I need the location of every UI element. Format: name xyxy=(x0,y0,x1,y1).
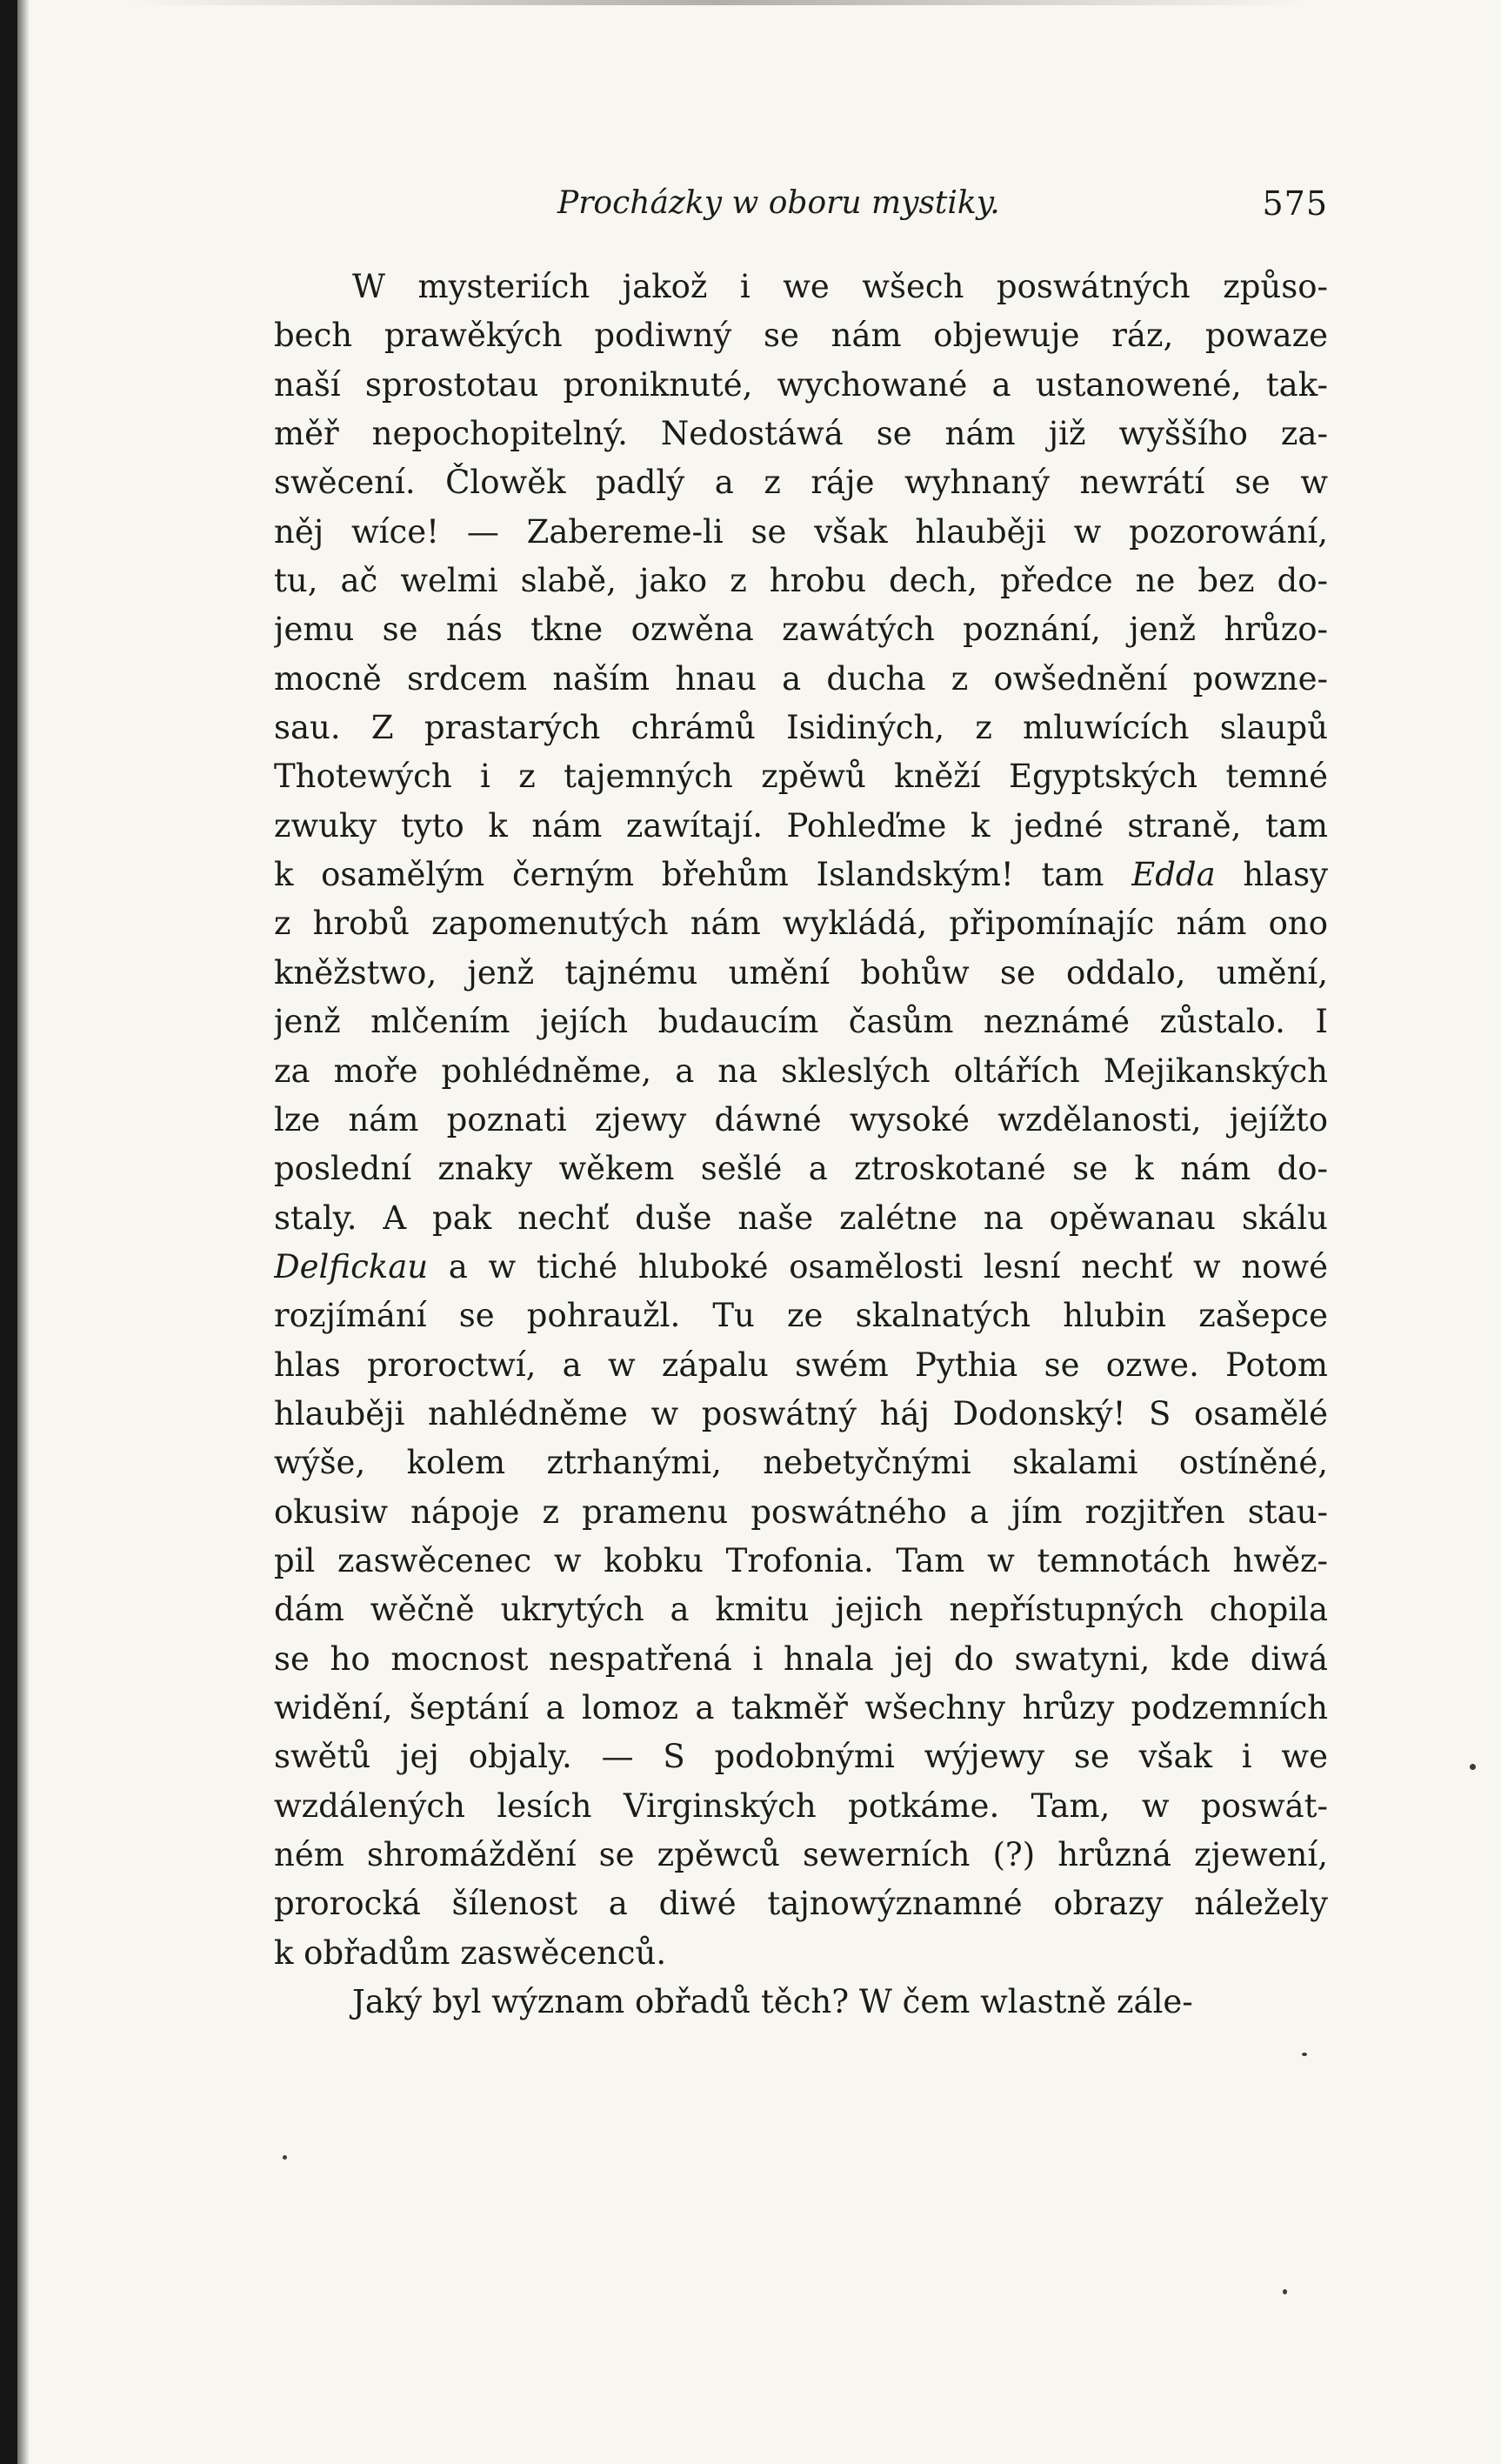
text-run: wýše, kolem ztrhanými, nebetyčnými skalami ostíněné, xyxy=(274,1444,1328,1482)
text-run: k obřadům zaswěcenců. xyxy=(274,1933,667,1972)
text-line xyxy=(274,1586,1328,1634)
text-line xyxy=(274,899,1328,948)
text-line xyxy=(274,1488,1328,1537)
text-line xyxy=(274,1880,1328,1928)
text-run: něj wíce! — Zabereme-li se však hlauběji w pozorowání, xyxy=(274,512,1328,551)
scan-speck xyxy=(1302,2053,1307,2056)
text-run: zwuky tyto k nám zawítají. Pohleďme k jedné straně, tam xyxy=(274,806,1328,845)
text-line xyxy=(274,311,1328,360)
text-run: W mysteriích jakož i we wšech poswátných způso- xyxy=(352,268,1328,305)
text-run: mocně srdcem naším hnau a ducha z owšednění powzne- xyxy=(274,659,1328,698)
text-run: staly. A pak nechť duše naše zalétne na opěwanau skálu xyxy=(274,1199,1328,1237)
text-line xyxy=(274,1341,1328,1390)
text-line xyxy=(274,655,1328,704)
text-run: měř nepochopitelný. Nedostáwá se nám již wyššího za- xyxy=(274,415,1328,453)
text-line xyxy=(274,1635,1328,1684)
text-line xyxy=(274,1390,1328,1439)
text-line xyxy=(274,1684,1328,1733)
text-run: bech prawěkých podiwný se nám objewuje ráz, powaze xyxy=(274,317,1328,355)
text-run: se ho mocnost nespatřená i hnala jej do swatyni, kde diwá xyxy=(274,1639,1328,1678)
text-line xyxy=(274,1243,1328,1292)
text-line xyxy=(274,1782,1328,1831)
italic-term: Edda xyxy=(1131,856,1216,894)
text-run: dám wěčně ukrytých a kmitu jejich nepřístupných chopila xyxy=(274,1591,1328,1629)
page-number: 575 xyxy=(1262,184,1328,223)
text-line xyxy=(274,752,1328,801)
text-line xyxy=(274,557,1328,605)
text-line xyxy=(274,1929,1328,1978)
text-run: naší sprostotau proniknuté, wychowané a ustanowené, tak- xyxy=(274,365,1328,404)
binding-shadow xyxy=(17,0,30,2464)
text-line xyxy=(274,1537,1328,1586)
text-run: swěcení. Člowěk padlý a z ráje wyhnaný newrátí se w xyxy=(274,464,1328,502)
text-line xyxy=(274,949,1328,998)
text-line xyxy=(274,263,1328,311)
text-run: sau. Z prastarých chrámů Isidiných, z mluwících slaupů xyxy=(274,709,1328,747)
text-line xyxy=(274,361,1328,410)
binding-edge xyxy=(0,0,17,2464)
text-run: hlauběji nahlédněme w poswátný háj Dodonský! S osamělé xyxy=(274,1394,1328,1432)
text-run: wzdálených lesích Virginských potkáme. Tam, w poswát- xyxy=(274,1786,1328,1825)
text-line xyxy=(274,1145,1328,1193)
text-run: hlasy xyxy=(1215,856,1328,894)
text-run: k osamělým černým břehům Islandským! tam xyxy=(274,856,1132,894)
text-line xyxy=(274,1194,1328,1243)
text-run: swětů jej objaly. — S podobnými wýjewy se však i we xyxy=(274,1738,1328,1776)
text-run: poslední znaky wěkem sešlé a ztroskotané se k nám do- xyxy=(274,1150,1328,1188)
text-run: jemu se nás tkne ozwěna zawátých poznání, jenž hrůzo- xyxy=(274,611,1328,649)
italic-term: Delfickau xyxy=(274,1247,429,1285)
text-line xyxy=(274,1292,1328,1340)
text-run: Thotewých i z tajemných zpěwů kněží Egyptských temné xyxy=(274,758,1328,796)
text-line xyxy=(274,410,1328,458)
text-run: ném shromáždění se zpěwců sewerních (?) hrůzná zjewení, xyxy=(274,1836,1328,1873)
scan-smudge xyxy=(130,0,1304,5)
text-run: widění, šeptání a lomoz a takměř wšechny hrůzy podzemních xyxy=(274,1688,1328,1726)
running-head xyxy=(274,179,1328,231)
text-line xyxy=(274,851,1328,899)
text-line xyxy=(274,508,1328,557)
scan-speck xyxy=(283,2155,287,2160)
text-line xyxy=(274,1439,1328,1487)
text-run: tu, ač welmi slabě, jako z hrobu dech, předce ne bez do- xyxy=(274,562,1328,600)
text-run: pil zaswěcenec w kobku Trofonia. Tam w temnotách hwěz- xyxy=(274,1541,1328,1579)
text-run: lze nám poznati zjewy dáwné wysoké wzdělanosti, jejížto xyxy=(274,1100,1328,1139)
text-run: a w tiché hluboké osamělosti lesní nechť w nowé xyxy=(428,1247,1328,1285)
text-run: z hrobů zapomenutých nám wykládá, připomínajíc nám ono xyxy=(274,905,1328,943)
text-line xyxy=(274,704,1328,752)
text-line xyxy=(274,802,1328,851)
text-line xyxy=(274,1978,1328,2027)
body-text xyxy=(274,263,1328,2027)
text-line xyxy=(274,1047,1328,1096)
text-run: rozjímání se pohraužl. Tu ze skalnatých hlubin zašepce xyxy=(274,1297,1328,1335)
text-run: hlas proroctwí, a w zápalu swém Pythia se ozwe. Potom xyxy=(274,1346,1328,1384)
text-run: za moře pohlédněme, a na skleslých oltářích Mejikanských xyxy=(274,1052,1328,1090)
text-line xyxy=(274,1096,1328,1145)
text-run: kněžstwo, jenž tajnému umění bohůw se oddalo, umění, xyxy=(274,953,1328,992)
text-run: prorocká šílenost a diwé tajnowýznamné obrazy náležely xyxy=(274,1885,1328,1923)
text-run: okusiw nápoje z pramenu poswátného a jím rozjitřen stau- xyxy=(274,1492,1328,1531)
text-line xyxy=(274,1733,1328,1781)
text-line xyxy=(274,998,1328,1046)
text-run: Jaký byl wýznam obřadů těch? W čem wlastně zále- xyxy=(352,1983,1193,2021)
running-title: Procházky w oboru mystiky. xyxy=(557,185,1000,221)
scan-speck xyxy=(1470,1764,1476,1770)
scan-speck xyxy=(1283,2289,1287,2294)
text-line xyxy=(274,605,1328,654)
text-line xyxy=(274,1831,1328,1880)
text-line xyxy=(274,458,1328,507)
text-run: jenž mlčením jejích budaucím časům neznámé zůstalo. I xyxy=(274,1003,1328,1041)
